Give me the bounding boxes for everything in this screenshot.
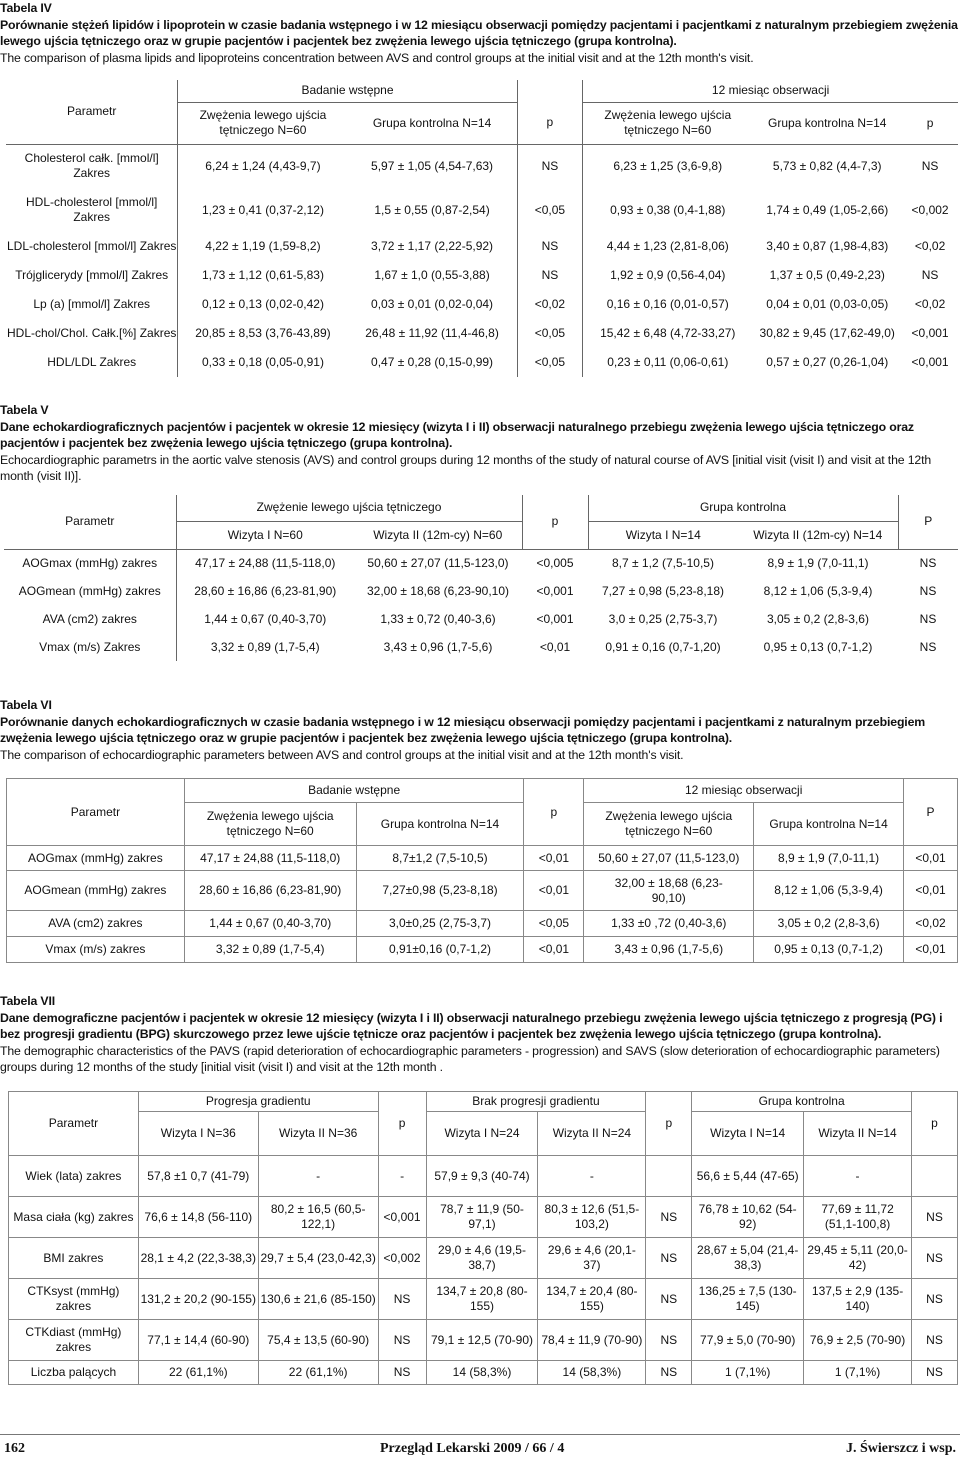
cell: 1 (7,1%) <box>692 1361 804 1385</box>
cell: <0,002 <box>911 202 949 217</box>
cell: NS <box>646 1361 692 1385</box>
cell: 75,4 ± 13,5 (60-90) <box>258 1320 378 1361</box>
cell: 80,2 ± 16,5 (60,5-122,1) <box>258 1197 378 1238</box>
cell: 22 (61,1%) <box>258 1361 378 1385</box>
row-label: Trójglicerydy [mmol/l] Zakres <box>15 268 169 282</box>
page-footer <box>0 1441 960 1461</box>
cell: <0,01 <box>524 937 584 963</box>
cell: 14 (58,3%) <box>538 1361 646 1385</box>
row-label: LDL-cholesterol [mmol/l] Zakres <box>7 239 177 253</box>
cell: 1,33 ± 0,72 (0,40-3,6) <box>380 611 496 626</box>
table-row <box>6 319 958 348</box>
cell: <0,05 <box>517 348 583 377</box>
cell: <0,05 <box>517 319 583 348</box>
t7-header-p3: p <box>911 1092 957 1156</box>
cell: <0,001 <box>911 355 949 369</box>
cell: NS <box>911 1320 957 1361</box>
journal-name: Przegląd Lekarski 2009 / 66 / 4 <box>380 1441 565 1456</box>
table-row <box>6 144 958 188</box>
row-label: Lp (a) [mmol/l] Zakres <box>33 297 151 311</box>
cell: 0,93 ± 0,38 (0,4-1,88) <box>583 188 753 232</box>
table-5-caption <box>0 402 960 485</box>
cell: 8,9 ± 1,9 (7,0-11,1) <box>754 846 904 871</box>
cell: NS <box>378 1320 426 1361</box>
cell: NS <box>919 583 937 598</box>
cell: <0,002 <box>378 1238 426 1279</box>
t5-header-v1: Wizyta I N=60 <box>227 527 303 542</box>
cell: NS <box>517 232 583 261</box>
t4-header-badanie: Badanie wstępne <box>178 80 517 102</box>
row-label: Cholesterol całk. [mmol/l] Zakres <box>6 144 178 188</box>
cell: 4,22 ± 1,19 (1,59-8,2) <box>178 232 348 261</box>
cell: 28,60 ± 16,86 (6,23-81,90) <box>194 583 337 598</box>
cell: 0,03 ± 0,01 (0,02-0,04) <box>371 297 494 311</box>
t6-header-parametr: Parametr <box>7 779 185 846</box>
cell: NS <box>646 1279 692 1320</box>
cell: 3,0 ± 0,25 (2,75-3,7) <box>608 611 718 626</box>
cell: 1,67 ± 1,0 (0,55-3,88) <box>374 268 490 282</box>
cell: <0,01 <box>524 871 584 911</box>
table-5 <box>4 495 958 661</box>
cell: 7,27±0,98 (5,23-8,18) <box>356 871 524 911</box>
table-6-title-pl: Porównanie danych echokardiograficznych w czasie badania wstępnego i w 12 miesiącu obserwacji pomiędzy pacjentami i pacjentkami z naturalnym przebiegiem zwężenia lewego ujścia tętniczego oraz w grupie pacjentów i pacjentek bez zwężenia lewego ujścia tętniczego (grupa kontrolna). <box>0 714 926 745</box>
row-label: AOGmean (mmHg) zakres <box>7 871 185 911</box>
table-4-caption <box>0 0 960 66</box>
t5-header-p: p <box>522 495 588 549</box>
t4-header-12m: 12 miesiąc obserwacji <box>583 80 958 102</box>
cell: 8,7±1,2 (7,5-10,5) <box>356 846 524 871</box>
cell: 14 (58,3%) <box>426 1361 538 1385</box>
cell: 3,32 ± 0,89 (1,7-5,4) <box>184 937 356 963</box>
cell: 28,1 ± 4,2 (22,3-38,3) <box>138 1238 258 1279</box>
cell: 76,6 ± 14,8 (56-110) <box>138 1197 258 1238</box>
t6-header-ctrl: Grupa kontrolna N=14 <box>356 803 524 846</box>
cell: 3,0±0,25 (2,75-3,7) <box>356 911 524 937</box>
t4-header-ctrl-12m: Grupa kontrolna N=14 <box>768 115 887 130</box>
cell: <0,005 <box>522 549 588 577</box>
cell: 1,92 ± 0,9 (0,56-4,04) <box>583 261 753 290</box>
t7-header-v2-24: Wizyta II N=24 <box>538 1112 646 1156</box>
cell: <0,01 <box>539 639 571 654</box>
row-label: HDL-chol/Chol. Całk.[%] Zakres <box>7 326 177 340</box>
cell: NS <box>911 1197 957 1238</box>
cell: 57,9 ± 9,3 (40-74) <box>426 1156 538 1197</box>
cell: 3,72 ± 1,17 (2,22-5,92) <box>371 239 494 253</box>
cell: 78,4 ± 11,9 (70-90) <box>538 1320 646 1361</box>
row-label: Wiek (lata) zakres <box>9 1156 139 1197</box>
t7-header-v1-24: Wizyta I N=24 <box>426 1112 538 1156</box>
cell: 32,00 ± 18,68 (6,23-90,10) <box>366 583 510 598</box>
t6-header-badanie: Badanie wstępne <box>184 779 524 803</box>
table-4 <box>6 80 958 377</box>
cell: 20,85 ± 8,53 (3,76-43,89) <box>178 319 348 348</box>
table-7-label: Tabela VII <box>0 994 55 1008</box>
cell: <0,02 <box>517 290 583 319</box>
row-label: BMI zakres <box>9 1238 139 1279</box>
cell: 0,33 ± 0,18 (0,05-0,91) <box>178 348 348 377</box>
table-5-label: Tabela V <box>0 403 49 417</box>
cell: 1,74 ± 0,49 (1,05-2,66) <box>766 202 889 217</box>
cell: 0,47 ± 0,28 (0,15-0,99) <box>371 355 494 369</box>
t4-header-ctrl: Grupa kontrolna N=14 <box>372 115 492 130</box>
cell: 1,23 ± 0,41 (0,37-2,12) <box>178 188 348 232</box>
cell: 5,73 ± 0,82 (4,4-7,3) <box>752 144 902 188</box>
cell: NS <box>911 1279 957 1320</box>
cell: NS <box>919 611 937 626</box>
cell: NS <box>919 639 937 654</box>
cell: 29,45 ± 5,11 (20,0-42) <box>804 1238 912 1279</box>
row-label: Vmax (m/s) zakres <box>7 937 185 963</box>
cell: 0,91 ± 0,16 (0,7-1,20) <box>605 639 721 654</box>
cell: NS <box>921 268 939 282</box>
t7-header-parametr: Parametr <box>9 1092 139 1156</box>
cell: <0,001 <box>911 326 949 340</box>
cell: NS <box>517 261 583 290</box>
cell: 0,95 ± 0,13 (0,7-1,2) <box>754 937 904 963</box>
cell: 8,9 ± 1,9 (7,0-11,1) <box>738 549 898 577</box>
table-4-title-en: The comparison of plasma lipids and lipoproteins concentration between AVS and control groups at the initial visit and at the 12th month's visit. <box>0 50 754 65</box>
row-label: Liczba palących <box>9 1361 139 1385</box>
t4-header-p: p <box>517 102 583 144</box>
cell <box>646 1156 692 1197</box>
cell: 29,7 ± 5,4 (23,0-42,3) <box>258 1238 378 1279</box>
table-row <box>6 261 958 290</box>
cell: 50,60 ± 27,07 (11,5-123,0) <box>354 549 522 577</box>
t6-header-p: p <box>524 779 584 846</box>
cell: NS <box>517 144 583 188</box>
t7-header-p2: p <box>646 1092 692 1156</box>
cell: NS <box>646 1238 692 1279</box>
cell: 0,12 ± 0,13 (0,02-0,42) <box>178 290 348 319</box>
cell: 30,82 ± 9,45 (17,62-49,0) <box>759 326 895 340</box>
table-6-label: Tabela VI <box>0 698 52 712</box>
table-row <box>4 633 958 661</box>
cell: NS <box>378 1361 426 1385</box>
cell: <0,001 <box>536 611 574 626</box>
t7-header-v1-14: Wizyta I N=14 <box>692 1112 804 1156</box>
cell: 1,44 ± 0,67 (0,40-3,70) <box>204 611 327 626</box>
cell: 77,9 ± 5,0 (70-90) <box>692 1320 804 1361</box>
table-row <box>6 348 958 377</box>
cell: - <box>804 1156 912 1197</box>
cell: <0,01 <box>524 846 584 871</box>
cell: 29,0 ± 4,6 (19,5-38,7) <box>426 1238 538 1279</box>
table-7 <box>8 1091 958 1385</box>
table-4-label: Tabela IV <box>0 1 52 15</box>
row-label: HDL/LDL Zakres <box>47 355 137 369</box>
cell: 4,44 ± 1,23 (2,81-8,06) <box>583 232 753 261</box>
page-number: 162 <box>4 1441 25 1456</box>
cell: 8,12 ± 1,06 (5,3-9,4) <box>763 583 873 598</box>
t7-header-v2-14: Wizyta II N=14 <box>804 1112 912 1156</box>
cell: 5,97 ± 1,05 (4,54-7,63) <box>348 144 518 188</box>
t4-header-avs: Zwężenia lewego ujścia tętniczego N=60 <box>178 102 348 144</box>
cell: 76,9 ± 2,5 (70-90) <box>804 1320 912 1361</box>
cell: 57,8 ±1 0,7 (41-79) <box>138 1156 258 1197</box>
table-6-title-en: The comparison of echocardiographic parameters between AVS and control groups at the initial visit and at the 12th month's visit. <box>0 747 684 762</box>
cell: 22 (61,1%) <box>138 1361 258 1385</box>
cell: 0,23 ± 0,11 (0,06-0,61) <box>583 348 753 377</box>
row-label: HDL-cholesterol [mmol/l] Zakres <box>26 195 158 224</box>
cell: 28,60 ± 16,86 (6,23-81,90) <box>184 871 356 911</box>
t6-header-avs-12m: Zwężenia lewego ujścia tętniczego N=60 <box>584 803 754 846</box>
cell: 3,40 ± 0,87 (1,98-4,83) <box>766 239 889 253</box>
t7-header-p1: p <box>378 1092 426 1156</box>
table-row <box>4 577 958 605</box>
cell: 77,69 ± 11,72 (51,1-100,8) <box>804 1197 912 1238</box>
row-label: AOGmax (mmHg) zakres <box>7 846 185 871</box>
table-6 <box>6 778 958 963</box>
cell: <0,01 <box>904 937 958 963</box>
cell: 1,37 ± 0,5 (0,49-2,23) <box>769 268 885 282</box>
table-row <box>7 871 958 911</box>
cell: NS <box>646 1320 692 1361</box>
t6-header-avs: Zwężenia lewego ujścia tętniczego N=60 <box>184 803 356 846</box>
cell: <0,001 <box>536 583 574 598</box>
table-row <box>4 549 958 577</box>
t7-header-v1-36: Wizyta I N=36 <box>138 1112 258 1156</box>
table-row <box>9 1197 958 1238</box>
cell: 3,32 ± 0,89 (1,7-5,4) <box>210 639 320 654</box>
cell: 0,16 ± 0,16 (0,01-0,57) <box>583 290 753 319</box>
table-6-caption <box>0 697 960 763</box>
table-5-title-en: Echocardiographic parametrs in the aortic valve stenosis (AVS) and control groups during 12 months of the study of natural course of AVS [initial visit (visit I) and visit at the 12th month (visit II)]. <box>0 452 932 483</box>
cell: 6,24 ± 1,24 (4,43-9,7) <box>178 144 348 188</box>
footer-rule <box>0 1434 960 1435</box>
row-label: AVA (cm2) zakres <box>7 911 185 937</box>
cell: 0,04 ± 0,01 (0,03-0,05) <box>766 297 889 311</box>
cell: NS <box>646 1197 692 1238</box>
t4-header-p-12m: p <box>926 115 934 130</box>
cell: 137,5 ± 2,9 (135-140) <box>804 1279 912 1320</box>
cell: 6,23 ± 1,25 (3,6-9,8) <box>583 144 753 188</box>
cell: 131,2 ± 20,2 (90-155) <box>138 1279 258 1320</box>
table-row <box>9 1238 958 1279</box>
table-row <box>7 937 958 963</box>
cell: 3,05 ± 0,2 (2,8-3,6) <box>767 611 869 626</box>
authors: J. Świerszcz i wsp. <box>845 1441 956 1456</box>
t7-header-pg: Progresja gradientu <box>138 1092 378 1112</box>
cell: <0,01 <box>904 871 958 911</box>
cell: NS <box>911 1238 957 1279</box>
table-row <box>4 605 958 633</box>
cell: 76,78 ± 10,62 (54-92) <box>692 1197 804 1238</box>
table-row <box>9 1156 958 1197</box>
t6-header-P: P <box>904 779 958 846</box>
cell: 78,7 ± 11,9 (50-97,1) <box>426 1197 538 1238</box>
cell: 3,43 ± 0,96 (1,7-5,6) <box>584 937 754 963</box>
row-label: CTKsyst (mmHg) zakres <box>9 1279 139 1320</box>
table-7-caption <box>0 993 960 1076</box>
cell: <0,01 <box>904 846 958 871</box>
cell: 130,6 ± 21,6 (85-150) <box>258 1279 378 1320</box>
row-label: Masa ciała (kg) zakres <box>9 1197 139 1238</box>
cell: 134,7 ± 20,8 (80-155) <box>426 1279 538 1320</box>
cell: <0,02 <box>914 239 946 253</box>
cell: <0,05 <box>517 188 583 232</box>
cell: 3,05 ± 0,2 (2,8-3,6) <box>754 911 904 937</box>
table-5-title-pl: Dane echokardiograficznych pacjentów i pacjentek w okresie 12 miesięcy (wizyta I i II) obserwacji naturalnego przebiegu zwężenia lewego ujścia tętniczego oraz pacjentów i pacjentek bez zwężenia lewego ujścia tętniczego (grupa kontrolna). <box>0 419 914 450</box>
cell: <0,02 <box>904 911 958 937</box>
table-row <box>9 1361 958 1385</box>
t5-header-v2c: Wizyta II (12m-cy) N=14 <box>753 527 883 542</box>
cell: NS <box>898 549 958 577</box>
cell: - <box>538 1156 646 1197</box>
table-row <box>7 846 958 871</box>
cell: 1,33 ±0 ,72 (0,40-3,6) <box>584 911 754 937</box>
row-label: AOGmean (mmHg) zakres <box>4 577 176 605</box>
row-label: AOGmax (mmHg) zakres <box>4 549 176 577</box>
cell: NS <box>378 1279 426 1320</box>
cell: NS <box>902 144 958 188</box>
cell: - <box>378 1156 426 1197</box>
cell: 7,27 ± 0,98 (5,23-8,18) <box>602 583 724 598</box>
t4-header-parametr: Parametr <box>67 104 117 119</box>
cell: 80,3 ± 12,6 (51,5-103,2) <box>538 1197 646 1238</box>
cell: 134,7 ± 20,4 (80-155) <box>538 1279 646 1320</box>
cell: 15,42 ± 6,48 (4,72-33,27) <box>583 319 753 348</box>
cell: 1,73 ± 1,12 (0,61-5,83) <box>178 261 348 290</box>
table-row <box>6 290 958 319</box>
t5-header-v1c: Wizyta I N=14 <box>625 527 701 542</box>
cell: 0,57 ± 0,27 (0,26-1,04) <box>766 355 889 369</box>
cell <box>911 1156 957 1197</box>
row-label: AVA (cm2) zakres <box>4 605 176 633</box>
cell: <0,001 <box>378 1197 426 1238</box>
cell: 1 (7,1%) <box>804 1361 912 1385</box>
t5-header-ctrl: Grupa kontrolna <box>588 495 898 521</box>
cell: 50,60 ± 27,07 (11,5-123,0) <box>584 846 754 871</box>
t5-header-parametr: Parametr <box>4 495 176 549</box>
cell: <0,02 <box>914 297 946 311</box>
cell: - <box>258 1156 378 1197</box>
table-row <box>9 1279 958 1320</box>
cell: 8,12 ± 1,06 (5,3-9,4) <box>754 871 904 911</box>
cell: 28,67 ± 5,04 (21,4-38,3) <box>692 1238 804 1279</box>
t5-header-avs: Zwężenie lewego ujścia tętniczego <box>176 495 522 521</box>
t4-header-avs-12m: Zwężenia lewego ujścia tętniczego N=60 <box>583 102 753 144</box>
t7-header-v2-36: Wizyta II N=36 <box>258 1112 378 1156</box>
cell: NS <box>911 1361 957 1385</box>
t7-header-ctrl: Grupa kontrolna <box>692 1092 912 1112</box>
cell: 1,5 ± 0,55 (0,87-2,54) <box>374 202 490 217</box>
table-7-title-en: The demographic characteristics of the PAVS (rapid deterioration of echocardiographic parameters - progression) and SAVS (slow deterioration of echocardiographic parameters) groups during 12 months of the study [initial visit (visit I) and visit at the 12th month . <box>0 1043 940 1074</box>
cell: 79,1 ± 12,5 (70-90) <box>426 1320 538 1361</box>
table-4-title-pl: Porównanie stężeń lipidów i lipoprotein w czasie badania wstępnego i w 12 miesiącu obserwacji pomiędzy pacjentami i pacjentkami z naturalnym przebiegiem zwężenia lewego ujścia tętniczego oraz w grupie pacjentów i pacjentek bez zwężenia lewego ujścia tętniczego (grupa kontrolna). <box>0 17 958 48</box>
table-7-title-pl: Dane demograficzne pacjentów i pacjentek w okresie 12 miesięcy (wizyta I i II) obserwacji naturalnego przebiegu zwężenia lewego ujścia tętniczego z progresją (PG) i bez progresji gradientu (BPG) skurczowego przez lewe ujście tętnicze oraz pacjentów i pacjentek bez zwężenia lewego ujścia tętniczego (grupa kontrolna). <box>0 1010 943 1041</box>
cell: 3,43 ± 0,96 (1,7-5,6) <box>383 639 493 654</box>
table-row <box>6 188 958 232</box>
cell: 56,6 ± 5,44 (47-65) <box>692 1156 804 1197</box>
cell: 8,7 ± 1,2 (7,5-10,5) <box>588 549 738 577</box>
cell: 32,00 ± 18,68 (6,23-90,10) <box>584 871 754 911</box>
t5-header-P: P <box>898 495 958 549</box>
cell: 0,91±0,16 (0,7-1,2) <box>356 937 524 963</box>
cell: <0,05 <box>524 911 584 937</box>
cell: 77,1 ± 14,4 (60-90) <box>138 1320 258 1361</box>
table-row <box>6 232 958 261</box>
t6-header-ctrl-12m: Grupa kontrolna N=14 <box>754 803 904 846</box>
t5-header-v2: Wizyta II (12m-cy) N=60 <box>373 527 503 542</box>
cell: 47,17 ± 24,88 (11,5-118,0) <box>176 549 354 577</box>
cell: 29,6 ± 4,6 (20,1-37) <box>538 1238 646 1279</box>
t6-header-12m: 12 miesiąc obserwacji <box>584 779 904 803</box>
row-label: CTKdiast (mmHg) zakres <box>9 1320 139 1361</box>
table-row <box>7 911 958 937</box>
cell: 0,95 ± 0,13 (0,7-1,2) <box>763 639 873 654</box>
cell: 136,25 ± 7,5 (130-145) <box>692 1279 804 1320</box>
cell: 1,44 ± 0,67 (0,40-3,70) <box>184 911 356 937</box>
row-label: Vmax (m/s) Zakres <box>4 633 176 661</box>
t7-header-bpg: Brak progresji gradientu <box>426 1092 646 1112</box>
cell: 26,48 ± 11,92 (11,4-46,8) <box>365 326 499 340</box>
table-row <box>9 1320 958 1361</box>
cell: 47,17 ± 24,88 (11,5-118,0) <box>184 846 356 871</box>
